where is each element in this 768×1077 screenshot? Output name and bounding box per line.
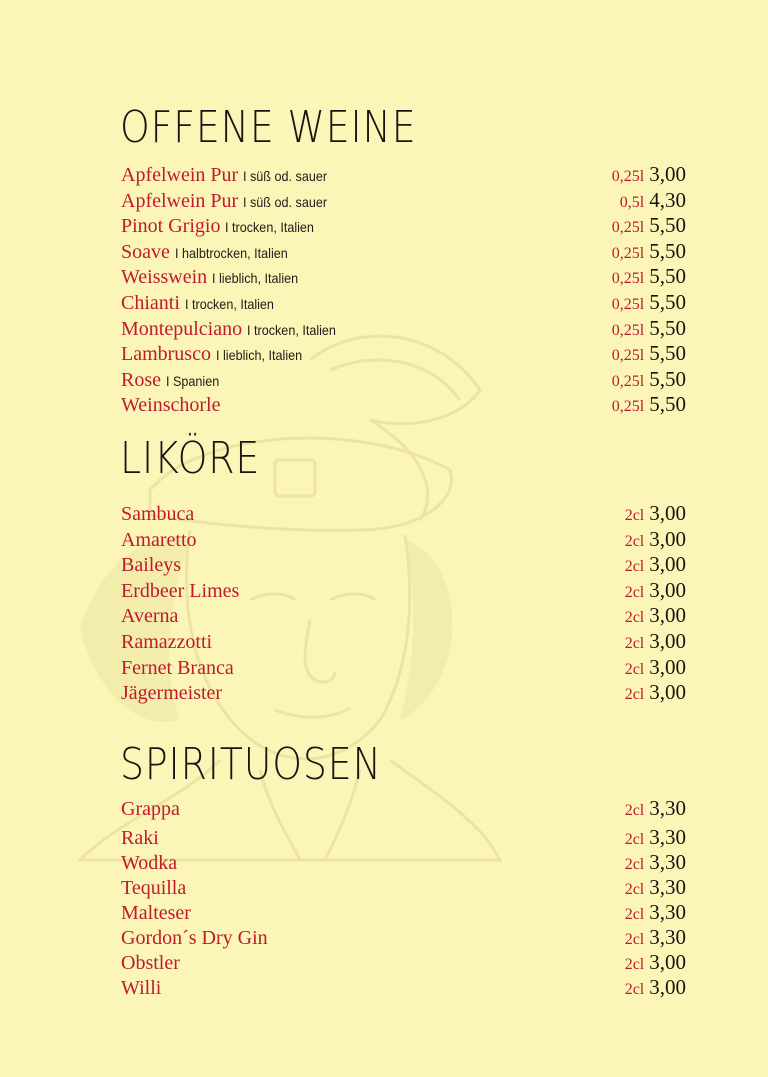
- item-price: 3,00: [649, 526, 686, 551]
- section-title-weine: OFFENE WEINE: [120, 102, 417, 153]
- section-title-spirituosen: SPIRITUOSEN: [120, 739, 382, 790]
- list-item: [121, 604, 686, 630]
- list-item: [121, 797, 686, 822]
- item-name: Soave: [121, 240, 170, 263]
- list-item: [121, 901, 686, 926]
- item-volume: 0,25l: [611, 219, 645, 237]
- list-item: [121, 976, 686, 1001]
- item-price: 3,00: [649, 628, 686, 653]
- item-price: 5,50: [649, 264, 686, 289]
- list-item: [121, 826, 686, 851]
- item-price: 3,00: [649, 680, 686, 705]
- item-price: 5,50: [649, 315, 686, 340]
- list-item: [121, 265, 686, 291]
- list-item: [121, 317, 686, 343]
- menu-list-weine: [121, 163, 686, 419]
- item-volume: 2cl: [624, 956, 645, 973]
- item-price: 3,00: [649, 975, 686, 999]
- menu-list-likoere: [121, 502, 686, 707]
- item-description: I süß od. sauer: [243, 168, 328, 184]
- item-volume: 2cl: [624, 686, 645, 704]
- item-description: I halbtrocken, Italien: [174, 244, 288, 261]
- list-item: [121, 393, 686, 419]
- item-name: Ramazzotti: [121, 630, 213, 653]
- item-description: I süß od. sauer: [243, 193, 328, 210]
- item-volume: 2cl: [624, 558, 645, 576]
- item-name: Tequilla: [121, 877, 187, 899]
- item-volume: 0,25l: [611, 295, 645, 313]
- item-description: I lieblich, Italien: [215, 347, 303, 364]
- list-item: [121, 951, 686, 976]
- item-volume: 2cl: [624, 881, 645, 898]
- item-name: Lambrusco: [121, 343, 211, 366]
- item-name: Amaretto: [121, 528, 197, 551]
- item-name: Malteser: [121, 902, 191, 924]
- item-price: 5,50: [649, 289, 686, 314]
- item-description: I lieblich, Italien: [212, 270, 299, 287]
- item-price: 5,50: [649, 238, 686, 263]
- item-price: 3,30: [649, 825, 686, 849]
- item-price: 3,30: [649, 925, 686, 949]
- item-name: Baileys: [121, 554, 181, 577]
- item-volume: 0,25l: [611, 168, 645, 185]
- item-name: Weisswein: [121, 266, 208, 289]
- item-volume: 0,25l: [611, 244, 645, 262]
- item-price: 4,30: [649, 187, 686, 212]
- item-price: 5,50: [649, 341, 686, 366]
- list-item: [121, 876, 686, 901]
- item-name: Erdbeer Limes: [121, 579, 240, 602]
- item-volume: 2cl: [624, 507, 645, 524]
- item-volume: 2cl: [624, 634, 645, 652]
- list-item: [121, 528, 686, 554]
- item-volume: 0,25l: [611, 372, 645, 390]
- item-name: Pinot Grigio: [121, 215, 221, 238]
- item-price: 5,50: [649, 213, 686, 238]
- item-name: Jägermeister: [121, 682, 223, 705]
- item-price: 5,50: [649, 366, 686, 391]
- item-volume: 2cl: [624, 981, 645, 998]
- list-item: [121, 240, 686, 266]
- item-price: 3,30: [649, 850, 686, 874]
- item-price: 3,00: [649, 162, 686, 186]
- list-item: [121, 681, 686, 707]
- item-volume: 2cl: [624, 802, 645, 819]
- item-volume: 2cl: [624, 532, 645, 550]
- item-name: Weinschorle: [121, 394, 221, 417]
- item-name: Apfelwein Pur: [121, 164, 239, 186]
- item-price: 3,00: [649, 603, 686, 628]
- list-item: [121, 630, 686, 656]
- item-volume: 0,5l: [619, 193, 645, 211]
- item-name: Grappa: [121, 798, 180, 820]
- item-price: 3,00: [649, 501, 686, 525]
- list-item: [121, 851, 686, 876]
- item-name: Chianti: [121, 291, 180, 314]
- item-name: Averna: [121, 605, 179, 628]
- item-description: I trocken, Italien: [247, 321, 337, 338]
- list-item: [121, 342, 686, 368]
- item-name: Rose: [121, 368, 161, 391]
- item-volume: 2cl: [624, 660, 645, 678]
- item-price: 3,00: [649, 577, 686, 602]
- list-item: [121, 291, 686, 317]
- item-name: Montepulciano: [121, 317, 243, 340]
- item-price: 3,30: [649, 796, 686, 820]
- list-item: [121, 553, 686, 579]
- item-volume: 2cl: [624, 856, 645, 873]
- item-price: 3,00: [649, 950, 686, 974]
- item-volume: 2cl: [624, 583, 645, 601]
- item-name: Obstler: [121, 952, 180, 974]
- item-name: Wodka: [121, 852, 178, 874]
- list-item: [121, 368, 686, 394]
- item-volume: 0,25l: [611, 321, 645, 339]
- item-name: Apfelwein Pur: [121, 189, 239, 212]
- item-name: Gordon´s Dry Gin: [121, 927, 268, 949]
- item-name: Willi: [121, 977, 162, 999]
- list-item: [121, 214, 686, 240]
- item-volume: 0,25l: [611, 398, 645, 416]
- item-price: 3,30: [649, 900, 686, 924]
- item-volume: 0,25l: [611, 270, 645, 288]
- item-volume: 2cl: [624, 931, 645, 948]
- list-item: [121, 579, 686, 605]
- item-description: I trocken, Italien: [184, 295, 274, 312]
- list-item: [121, 502, 686, 528]
- item-price: 5,50: [649, 392, 686, 417]
- item-volume: 2cl: [624, 906, 645, 923]
- item-price: 3,30: [649, 875, 686, 899]
- item-price: 3,00: [649, 654, 686, 679]
- item-volume: 2cl: [624, 609, 645, 627]
- item-volume: 0,25l: [611, 347, 645, 365]
- item-volume: 2cl: [624, 831, 645, 848]
- item-name: Fernet Branca: [121, 656, 234, 679]
- menu-list-spirituosen: [121, 797, 686, 1001]
- item-description: I trocken, Italien: [225, 219, 315, 236]
- item-name: Raki: [121, 827, 159, 849]
- list-item: [121, 189, 686, 215]
- item-name: Sambuca: [121, 503, 195, 525]
- list-item: [121, 163, 686, 189]
- list-item: [121, 926, 686, 951]
- list-item: [121, 656, 686, 682]
- item-price: 3,00: [649, 552, 686, 577]
- section-title-likoere: LIKÖRE: [120, 433, 261, 484]
- item-description: I Spanien: [166, 372, 220, 389]
